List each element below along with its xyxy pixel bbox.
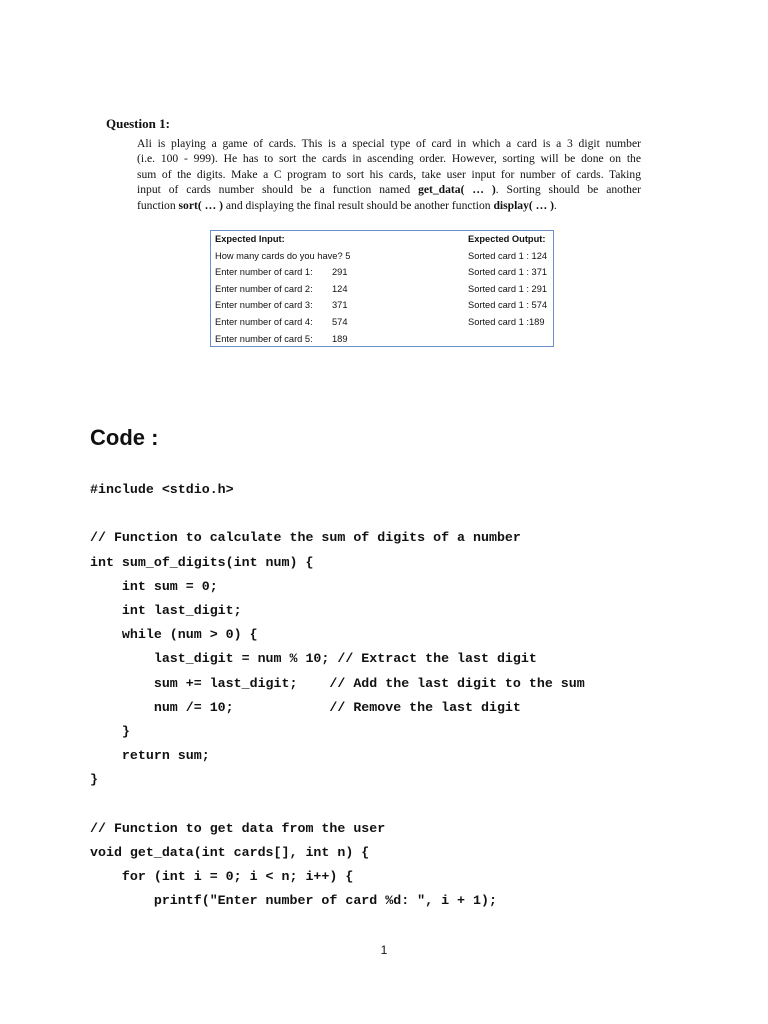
input-prompt: Enter number of card 3: <box>215 300 313 311</box>
question-line <box>137 198 641 213</box>
output-line: Sorted card 1 : 574 <box>468 300 548 311</box>
question-line <box>137 151 641 166</box>
input-value: 189 <box>332 333 348 344</box>
question-text: . <box>554 198 557 212</box>
question-text: function <box>137 198 179 212</box>
code-line: void get_data(int cards[], int n) { <box>90 845 370 860</box>
code-line: int last_digit; <box>90 603 242 618</box>
code-line: // Function to get data from the user <box>90 820 386 836</box>
code-line: for (int i = 0; i < n; i++) { <box>90 869 354 885</box>
code-line: return sum; <box>90 748 210 764</box>
question-text: Ali is playing a game of cards. This is a special type of card in which a card is a 3 digit number <box>137 137 641 150</box>
question-body <box>137 136 641 213</box>
io-table-row <box>211 251 553 268</box>
page-number: 1 <box>380 943 388 957</box>
expected-input-header: Expected Input: <box>215 234 285 244</box>
code-line: while (num > 0) { <box>90 627 258 643</box>
input-value: 574 <box>332 317 348 327</box>
question-text: (i.e. 100 - 999). He has to sort the cards in ascending order. However, sorting will be done on the <box>137 152 641 166</box>
code-line: num /= 10; // Remove the last digit <box>90 699 521 715</box>
question-text: . Sorting should be another <box>495 183 641 197</box>
input-prompt: Enter number of card 5: <box>215 333 313 344</box>
output-line: Sorted card 1 : 371 <box>468 267 548 278</box>
code-line: #include <stdio.h> <box>90 482 234 497</box>
code-line: int sum_of_digits(int num) { <box>90 554 314 570</box>
output-line: Sorted card 1 : 291 <box>468 283 548 294</box>
input-value: 291 <box>332 267 348 278</box>
io-table-row <box>211 300 553 317</box>
output-line: Sorted card 1 :189 <box>468 317 545 327</box>
io-table-row <box>211 317 553 334</box>
input-prompt: Enter number of card 1: <box>215 267 313 278</box>
input-prompt: Enter number of card 4: <box>215 317 313 327</box>
question-text: input of cards number should be a function named <box>137 183 419 197</box>
code-line: last_digit = num % 10; // Extract the last digit <box>90 651 537 667</box>
question-line <box>137 136 641 151</box>
output-line: Sorted card 1 : 124 <box>468 250 548 261</box>
code-line: int sum = 0; <box>90 578 218 594</box>
expected-io-table <box>210 230 554 347</box>
expected-output-header: Expected Output: <box>468 234 546 244</box>
code-heading: Code : <box>90 425 159 450</box>
question-text: sum of the digits. Make a C program to sort his cards, take user input for number of cards. Taking <box>137 167 641 181</box>
input-prompt: How many cards do you have? 5 <box>215 250 351 261</box>
code-line: } <box>90 772 98 788</box>
code-line: sum += last_digit; // Add the last digit to the sum <box>90 675 585 691</box>
code-line: printf("Enter number of card %d: ", i + 1); <box>90 893 497 909</box>
io-table-row <box>211 334 553 351</box>
io-table-row <box>211 284 553 301</box>
code-line: } <box>90 724 130 739</box>
input-value: 371 <box>332 300 348 311</box>
input-prompt: Enter number of card 2: <box>215 283 313 294</box>
question-line <box>137 182 641 197</box>
question-title: Question 1: <box>106 116 170 131</box>
input-value: 124 <box>332 283 348 294</box>
function-name: sort( … ) <box>178 198 223 212</box>
function-name: get_data( … ) <box>418 183 496 197</box>
code-line: // Function to calculate the sum of digits of a number <box>90 530 521 546</box>
function-name: display( … ) <box>493 198 555 212</box>
question-line <box>137 167 641 182</box>
io-table-row <box>211 267 553 284</box>
question-text: and displaying the final result should be another function <box>222 198 494 212</box>
